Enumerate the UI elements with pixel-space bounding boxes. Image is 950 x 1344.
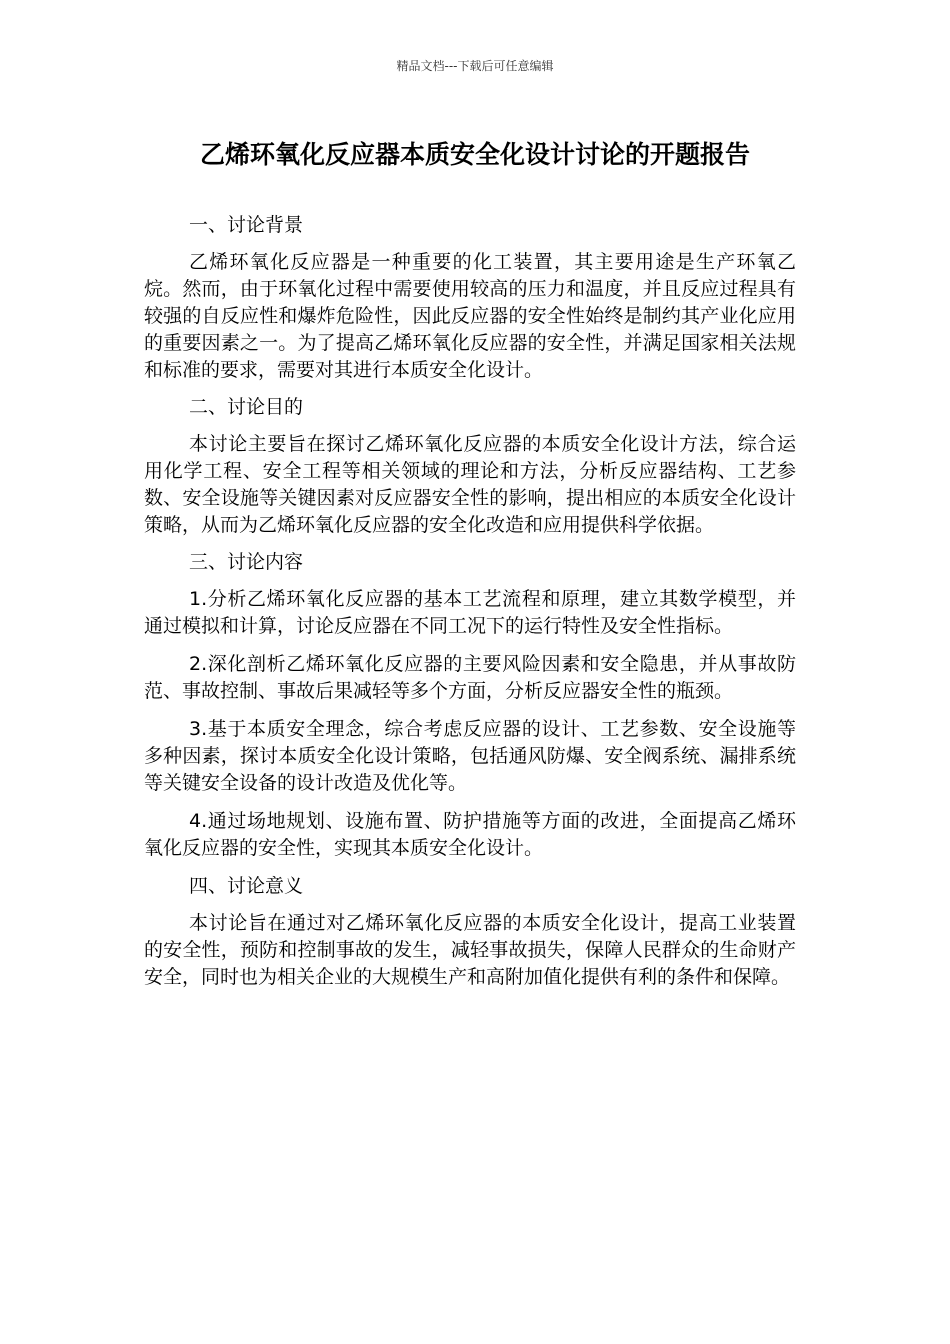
section-paragraph-significance: 本讨论旨在通过对乙烯环氧化反应器的本质安全化设计，提高工业装置的安全性，预防和控制事故的发生，减轻事故损失，保障人民群众的生命财产安全，同时也为相关企业的大规模生产和高附加值化提供有利的条件和保障。 xyxy=(144,912,796,988)
section-heading-significance: 四、讨论意义 xyxy=(189,875,304,897)
document-body xyxy=(144,212,796,1001)
section-heading-purpose: 二、讨论目的 xyxy=(189,396,304,418)
content-item-4: 4.通过场地规划、设施布置、防护措施等方面的改进，全面提高乙烯环氧化反应器的安全性，实现其本质安全化设计。 xyxy=(144,810,796,859)
document-title: 乙烯环氧化反应器本质安全化设计讨论的开题报告 xyxy=(199,140,750,169)
content-item-2: 2.深化剖析乙烯环氧化反应器的主要风险因素和安全隐患，并从事故防范、事故控制、事故后果减轻等多个方面，分析反应器安全性的瓶颈。 xyxy=(144,653,796,702)
content-item-3: 3.基于本质安全理念，综合考虑反应器的设计、工艺参数、安全设施等多种因素，探讨本质安全化设计策略，包括通风防爆、安全阀系统、漏排系统等关键安全设备的设计改造及优化等。 xyxy=(144,718,796,794)
section-paragraph-background: 乙烯环氧化反应器是一种重要的化工装置，其主要用途是生产环氧乙烷。然而，由于环氧化过程中需要使用较高的压力和温度，并且反应过程具有较强的自反应性和爆炸危险性，因此反应器的安全性始终是制约其产业化应用的重要因素之一。为了提高乙烯环氧化反应器的安全性，并满足国家相关法规和标准的要求，需要对其进行本质安全化设计。 xyxy=(144,251,796,381)
section-heading-content: 三、讨论内容 xyxy=(189,551,304,573)
section-heading-background: 一、讨论背景 xyxy=(189,214,304,236)
content-item-1: 1.分析乙烯环氧化反应器的基本工艺流程和原理，建立其数学模型，并通过模拟和计算，讨论反应器在不同工况下的运行特性及安全性指标。 xyxy=(144,588,796,637)
header-note: 精品文档---下载后可任意编辑 xyxy=(396,59,554,73)
section-paragraph-purpose: 本讨论主要旨在探讨乙烯环氧化反应器的本质安全化设计方法，综合运用化学工程、安全工程等相关领域的理论和方法，分析反应器结构、工艺参数、安全设施等关键因素对反应器安全性的影响，提出相应的本质安全化设计策略，从而为乙烯环氧化反应器的安全化改造和应用提供科学依据。 xyxy=(144,433,796,536)
